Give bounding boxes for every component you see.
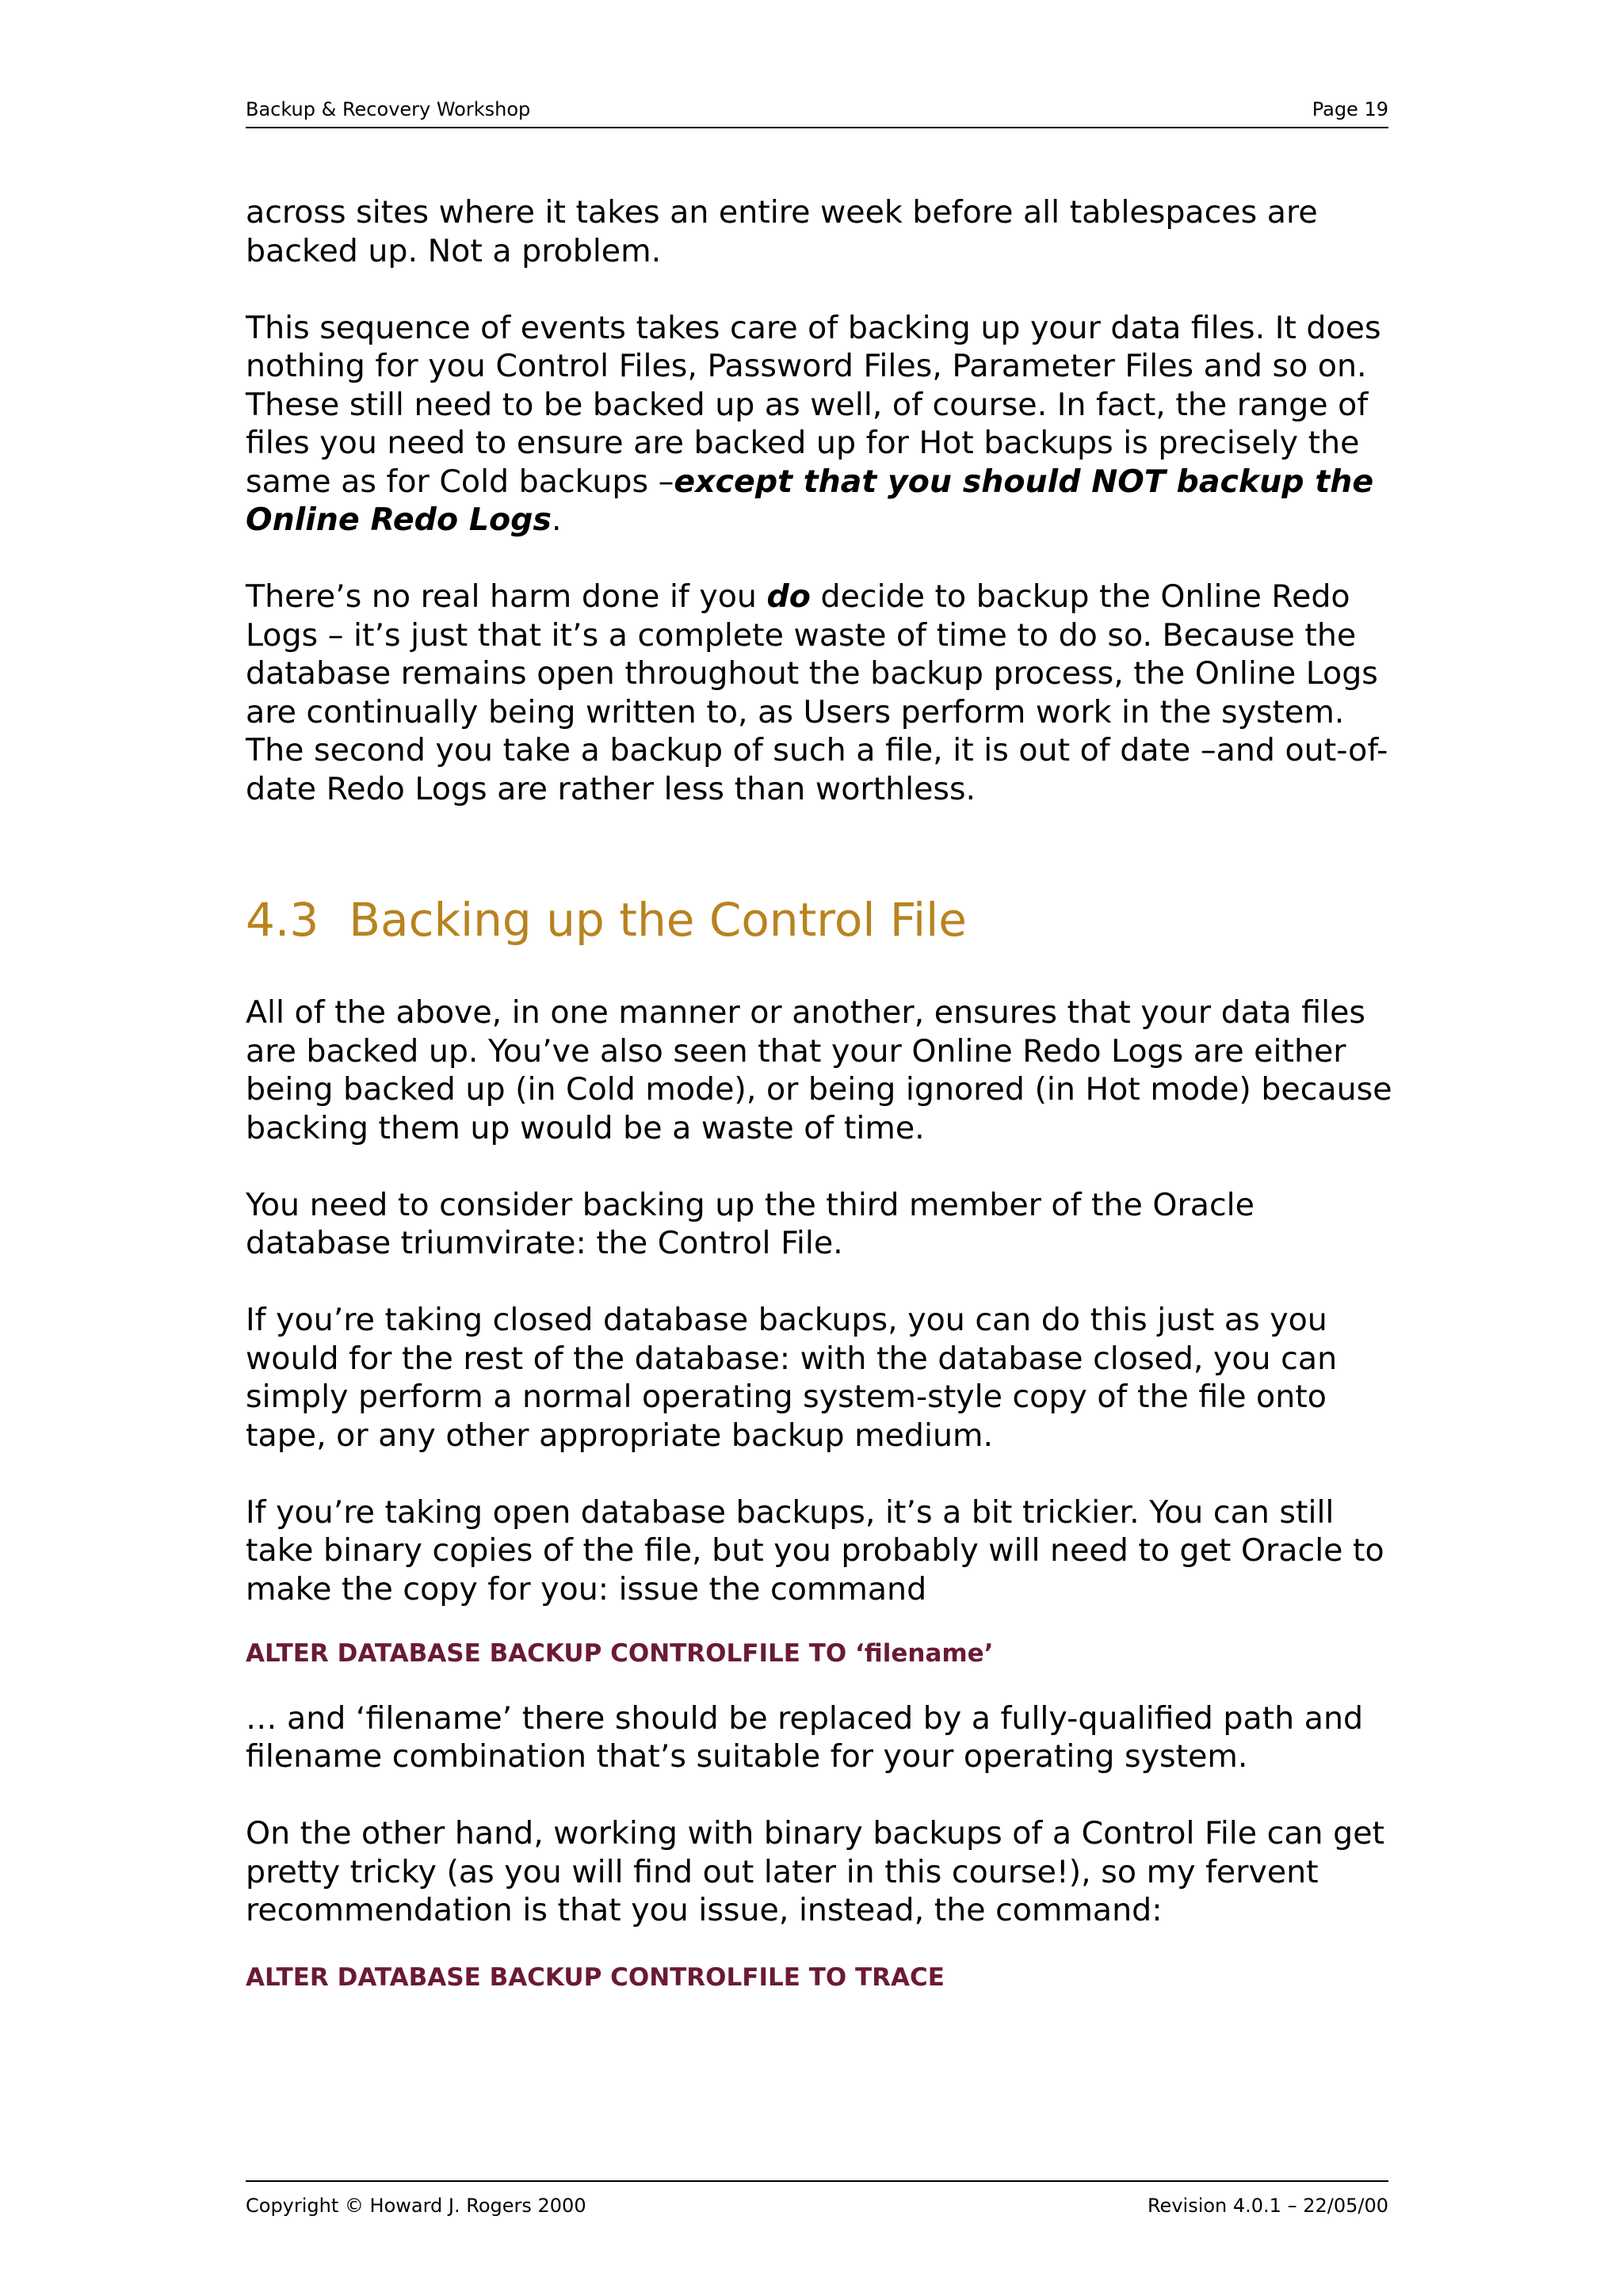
paragraph-1: across sites where it takes an entire week before all tablespaces are backed up. Not a problem.: [246, 194, 1318, 269]
paragraph-3-text-b: decide to backup the Online Redo Logs – it’s just that it’s a complete waste of time to do so. Because the database remains open throughout the backup process, the Online Logs are continually being written to, as Users perform work in the system. The second you take a backup of such a file, it is out of date –and out-of-date Redo Logs are rather less than worthless.: [246, 578, 1388, 807]
header-page-number: Page 19: [1312, 98, 1388, 120]
paragraph-2-end: .: [551, 502, 562, 538]
section-title: Backing up the Control File: [349, 893, 967, 947]
command-backup-controlfile-filename: ALTER DATABASE BACKUP CONTROLFILE TO ‘filename’: [246, 1638, 994, 1668]
paragraph-3-text-a: There’s no real harm done if you: [246, 578, 767, 615]
section-number: 4.3: [246, 893, 319, 947]
paragraph-2: [246, 309, 1403, 540]
paragraph-7: If you’re taking open database backups, it’s a bit trickier. You can still take binary copies of the file, but you probably will need to get Oracle to make the copy for you: issue the command: [246, 1493, 1384, 1608]
header-title: Backup & Recovery Workshop: [246, 98, 531, 120]
page-body: [246, 193, 1403, 2023]
paragraph-3: [246, 578, 1403, 808]
command-backup-controlfile-trace: ALTER DATABASE BACKUP CONTROLFILE TO TRACE: [246, 1963, 945, 1992]
paragraph-6: If you’re taking closed database backups, you can do this just as you would for the rest of the database: with the database closed, you can simply perform a normal operating system-style copy of the file onto tape, or any other appropriate backup medium.: [246, 1302, 1338, 1454]
section-heading: [246, 892, 1403, 948]
paragraph-9: On the other hand, working with binary backups of a Control File can get pretty tricky (as you will find out later in this course!), so my fervent recommendation is that you issue, instead, the command:: [246, 1815, 1385, 1928]
paragraph-3-emphasis: do: [766, 578, 811, 615]
paragraph-5: You need to consider backing up the third member of the Oracle database triumvirate: the Control File.: [246, 1186, 1254, 1261]
paragraph-2-text: This sequence of events takes care of backing up your data files. It does nothing for you Control Files, Password Files, Parameter Files and so on. These still need to be backed up as well, of course. In fact, the range of files you need to ensure are backed up for Hot backups is precisely the same as for Cold backups –: [246, 309, 1381, 500]
footer-revision: Revision 4.0.1 – 22/05/00: [1147, 2195, 1388, 2217]
page-footer: [246, 2180, 1388, 2222]
paragraph-4: All of the above, in one manner or another, ensures that your data files are backed up. You’ve also seen that your Online Redo Logs are either being backed up (in Cold mode), or being ignored (in Hot mode) because backing them up would be a waste of time.: [246, 994, 1392, 1146]
paragraph-8: … and ‘filename’ there should be replaced by a fully-qualified path and filename combination that’s suitable for your operating system.: [246, 1699, 1364, 1775]
footer-copyright: Copyright © Howard J. Rogers 2000: [246, 2195, 586, 2217]
paragraph-2-emphasis: except that you should NOT backup the Online Redo Logs: [246, 463, 1374, 538]
page-header: [246, 93, 1388, 128]
